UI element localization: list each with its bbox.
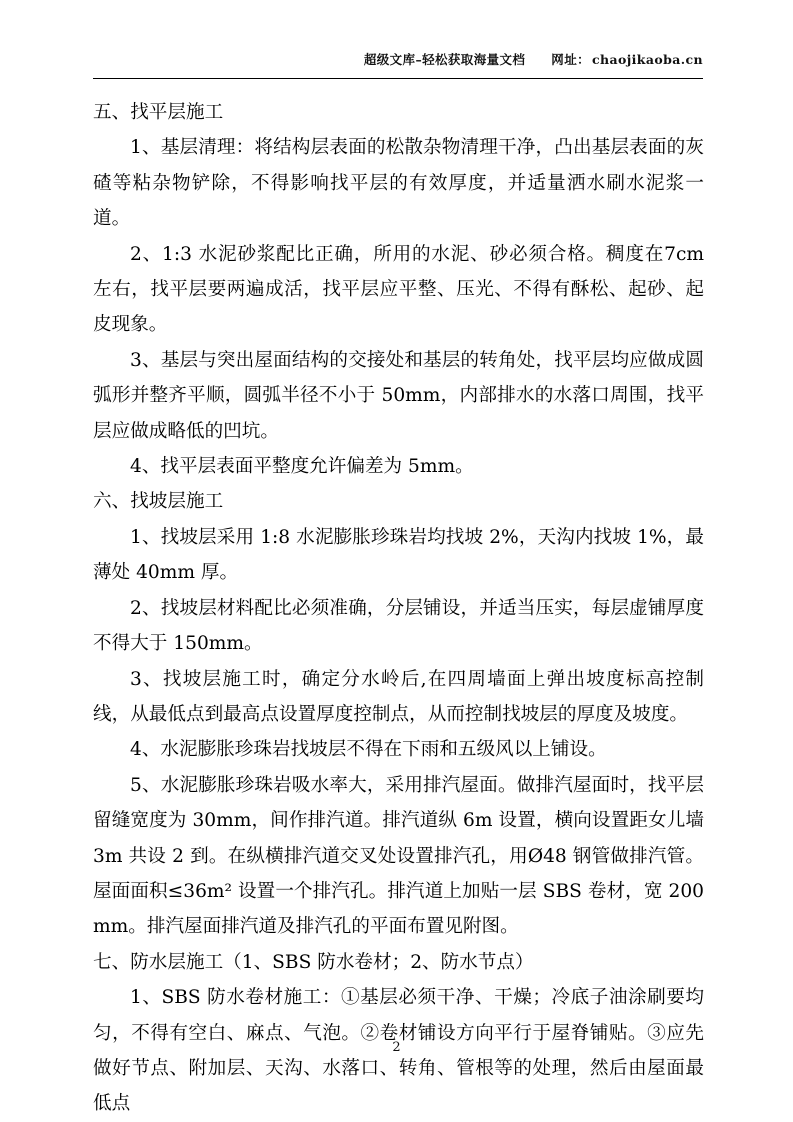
page-footer (0, 1040, 793, 1055)
section-5-item-3: 3、基层与突出屋面结构的交接处和基层的转角处，找平层均应做成圆弧形并整齐平顺，圆弧半径不小于 50mm，内部排水的水落口周围，找平层应做成略低的凹坑。 (93, 349, 704, 442)
page-number: 2 (392, 1040, 401, 1055)
section-6-item-4: 4、水泥膨胀珍珠岩找坡层不得在下雨和五级风以上铺设。 (130, 739, 607, 761)
section-6-item-5: 5、水泥膨胀珍珠岩吸水率大，采用排汽屋面。做排汽屋面时，找平层留缝宽度为 30mm，间作排汽道。排汽道纵 6m 设置，横向设置距女儿墙 3m 共设 2 到。在纵横排汽道交叉处设置排汽孔，用Ø48 钢管做排汽管。屋面面积≤36m² 设置一个排汽孔。排汽道上加贴一层 SBS 卷材，宽 200mm。排汽屋面排汽道及排汽孔的平面布置见附图。 (93, 774, 704, 938)
section-6-heading: 六、找坡层施工 (93, 491, 224, 513)
section-7-item-1: 1、SBS 防水卷材施工：①基层必须干净、干燥；冷底子油涂刷要均匀，不得有空白、麻点、气泡。②卷材铺设方向平行于屋脊铺贴。③应先做好节点、附加层、天沟、水落口、转角、管根等的处理，然后由屋面最低点 (93, 987, 704, 1115)
header-url-label: 网址： (551, 52, 590, 67)
header-url-value: chaojikaoba.cn (592, 52, 703, 67)
header-site-title: 超级文库–轻松获取海量文档 (363, 52, 526, 67)
section-5-item-2: 2、1:3 水泥砂浆配比正确，所用的水泥、砂必须合格。稠度在7cm 左右，找平层要两遍成活，找平层应平整、压光、不得有酥松、起砂、起皮现象。 (93, 243, 704, 336)
document-body (93, 95, 704, 1122)
header-line (93, 50, 703, 68)
section-5-heading: 五、找平层施工 (93, 102, 224, 123)
page-header (93, 50, 703, 78)
section-5-item-1: 1、基层清理：将结构层表面的松散杂物清理干净，凸出基层表面的灰碴等粘杂物铲除，不得影响找平层的有效厚度，并适量洒水刷水泥浆一道。 (93, 137, 704, 230)
section-6-item-2: 2、找坡层材料配比必须准确，分层铺设，并适当压实，每层虚铺厚度不得大于 150mm。 (93, 597, 704, 655)
section-7-heading: 七、防水层施工（1、SBS 防水卷材；2、防水节点） (93, 951, 534, 973)
section-5-item-4: 4、找平层表面平整度允许偏差为 5mm。 (130, 456, 474, 478)
header-divider (93, 78, 703, 79)
section-6-item-3: 3、找坡层施工时，确定分水岭后,在四周墙面上弹出坡度标高控制线，从最低点到最高点设置厚度控制点，从而控制找坡层的厚度及坡度。 (93, 668, 704, 725)
section-6-item-1: 1、找坡层采用 1:8 水泥膨胀珍珠岩均找坡 2%，天沟内找坡 1%，最薄处 40mm 厚。 (93, 526, 704, 584)
